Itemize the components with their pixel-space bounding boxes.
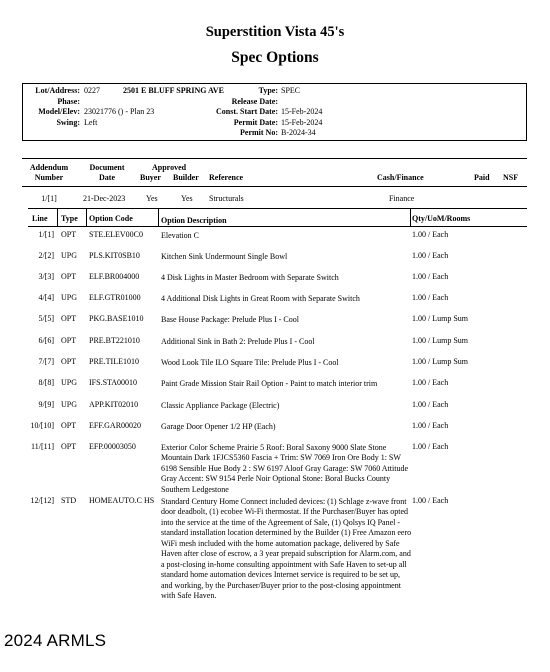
option-line-number: 4/[4] bbox=[38, 293, 54, 302]
lot-label: Lot/Address: bbox=[35, 86, 80, 95]
type-header: Type bbox=[61, 214, 78, 223]
option-qty: 1.00 / Lump Sum bbox=[412, 314, 469, 323]
column-divider bbox=[410, 208, 411, 227]
option-qty: 1.00 / Each bbox=[412, 251, 449, 260]
option-qty: 1.00 / Each bbox=[412, 272, 449, 281]
option-description: 4 Disk Lights in Master Bedroom with Separate Switch bbox=[161, 273, 339, 282]
options-header-rule bbox=[28, 226, 527, 227]
option-description: Wood Look Tile ILO Square Tile: Prelude Plus I - Cool bbox=[161, 358, 339, 367]
document-header: Document bbox=[89, 163, 125, 172]
addendum-reference: Structurals bbox=[209, 194, 244, 203]
option-code: ELF.BR004000 bbox=[89, 272, 140, 281]
option-type: UPG bbox=[61, 378, 78, 387]
builder-header: Builder bbox=[173, 173, 199, 182]
option-code-header: Option Code bbox=[89, 214, 133, 223]
permit-date-value: 15-Feb-2024 bbox=[281, 117, 323, 127]
option-description: 4 Additional Disk Lights in Great Room with Separate Switch bbox=[161, 294, 360, 303]
option-line-number: 3/[3] bbox=[38, 272, 54, 281]
option-line-number: 11/[11] bbox=[31, 442, 54, 451]
option-code: ELF.GTR01000 bbox=[89, 293, 141, 302]
community-title: Superstition Vista 45's bbox=[205, 24, 345, 40]
option-qty: 1.00 / Each bbox=[412, 293, 449, 302]
option-code: APP.KIT02010 bbox=[89, 400, 139, 409]
addendum-cash-finance: Finance bbox=[389, 194, 415, 203]
option-qty: 1.00 / Each bbox=[412, 496, 449, 505]
column-divider bbox=[86, 208, 87, 227]
option-line-number: 8/[8] bbox=[38, 378, 54, 387]
option-line-number: 12/[12] bbox=[30, 496, 54, 505]
option-type: OPT bbox=[61, 230, 77, 239]
option-description: Classic Appliance Package (Electric) bbox=[161, 401, 280, 410]
option-code: PLS.KIT0SB10 bbox=[89, 251, 140, 260]
option-qty: 1.00 / Each bbox=[412, 230, 449, 239]
option-code: EFF.GAR00020 bbox=[89, 421, 142, 430]
option-description: Exterior Color Scheme Prairie 5 Roof: Boral Saxony 9000 Slate Stone Mountain Dark 1FJCS5360 Fascia + Trim: SW 7069 Iron Ore Body 1: SW 6198 Sensible Hue Body 2 : SW 6197 Aloof Gray Garage: SW 7060 Attitude Gray Accent: SW 9154 Perle Noir Optional Stone: Boral Bucks County Southern Ledgestone bbox=[161, 443, 409, 494]
paid-header: Paid bbox=[474, 173, 490, 182]
option-description: Garage Door Opener 1/2 HP (Each) bbox=[161, 422, 276, 431]
option-code: IFS.STA00010 bbox=[89, 378, 138, 387]
release-date-label: Release Date: bbox=[231, 96, 278, 106]
option-line-number: 7/[7] bbox=[38, 357, 54, 366]
option-code: STE.ELEV00C0 bbox=[89, 230, 143, 239]
addendum-number: 1/[1] bbox=[41, 194, 57, 203]
option-description-header: Option Description bbox=[161, 216, 227, 225]
option-description: Elevation C bbox=[161, 231, 199, 240]
option-line-number: 1/[1] bbox=[38, 230, 54, 239]
option-type: OPT bbox=[61, 357, 77, 366]
addendum-top-rule bbox=[22, 158, 527, 159]
const-start-label: Const. Start Date: bbox=[216, 107, 278, 116]
permit-no-label: Permit No: bbox=[240, 128, 278, 137]
option-code: EFP.00003050 bbox=[89, 442, 136, 451]
addendum-header: Addendum bbox=[29, 163, 69, 172]
column-divider bbox=[158, 208, 159, 227]
option-description: Additional Sink in Bath 2: Prelude Plus I - Cool bbox=[161, 337, 315, 346]
phase-label: Phase: bbox=[57, 96, 80, 106]
number-header: Number bbox=[34, 173, 64, 182]
model-value: 23021776 () - Plan 23 bbox=[84, 107, 155, 116]
option-type: OPT bbox=[61, 442, 77, 451]
option-description: Base House Package: Prelude Plus I - Cool bbox=[161, 315, 299, 324]
swing-value: Left bbox=[84, 117, 98, 127]
option-type: OPT bbox=[61, 421, 77, 430]
option-type: UPG bbox=[61, 293, 78, 302]
qty-header: Qty/UoM/Rooms bbox=[412, 214, 471, 223]
option-line-number: 9/[9] bbox=[38, 400, 54, 409]
lot-address: 2501 E BLUFF SPRING AVE bbox=[123, 86, 224, 95]
option-line-number: 2/[2] bbox=[38, 251, 54, 260]
const-start-value: 15-Feb-2024 bbox=[281, 107, 323, 116]
option-code: HOMEAUTO.C HS bbox=[89, 496, 155, 505]
addendum-builder: Yes bbox=[181, 194, 193, 203]
line-header: Line bbox=[32, 214, 48, 223]
options-top-rule bbox=[28, 208, 527, 209]
option-qty: 1.00 / Lump Sum bbox=[412, 357, 469, 366]
option-description: Paint Grade Mission Stair Rail Option - Paint to match interior trim bbox=[161, 379, 378, 388]
addendum-date: 21-Dec-2023 bbox=[83, 194, 126, 203]
option-qty: 1.00 / Each bbox=[412, 378, 449, 387]
model-label: Model/Elev: bbox=[38, 107, 80, 116]
option-type: OPT bbox=[61, 314, 77, 323]
option-description: Kitchen Sink Undermount Single Bowl bbox=[161, 252, 288, 261]
permit-date-label: Permit Date: bbox=[233, 117, 278, 127]
option-type: OPT bbox=[61, 336, 77, 345]
option-qty: 1.00 / Each bbox=[412, 442, 449, 451]
option-type: UPG bbox=[61, 251, 78, 260]
option-qty: 1.00 / Each bbox=[412, 400, 449, 409]
date-header: Date bbox=[99, 173, 115, 182]
lot-number: 0227 bbox=[84, 86, 100, 95]
permit-no-value: B-2024-34 bbox=[281, 128, 316, 137]
approved-header: Approved bbox=[152, 163, 187, 172]
option-qty: 1.00 / Each bbox=[412, 421, 449, 430]
option-type: STD bbox=[61, 496, 77, 505]
addendum-buyer: Yes bbox=[146, 194, 158, 203]
armls-watermark: 2024 ARMLS bbox=[4, 631, 107, 650]
type-label: Type: bbox=[258, 86, 278, 95]
option-line-number: 10/[10] bbox=[30, 421, 54, 430]
option-description: Standard Century Home Connect included devices: (1) Schlage z-wave front door deadbolt, (1) ecobee Wi-Fi thermostat. If the Purchaser/Buyer has opted into the service at the time of the Agreement of Sale, (1) Qolsys IQ Panel - standard installation location determined by the Builder (1) Free Amazon eero WiFi mesh included with the home automation package, delivered by Safe Haven after close of escrow, a 3 year prepaid subscription for Alarm.com, and a post-closing in-home consulting appointment with Safe Haven to set-up all standard home automation devices Internet service is required to be set up, and working, by the Purchaser/Buyer prior to the post-closing appointment with Safe Haven. bbox=[161, 497, 412, 601]
option-line-number: 5/[5] bbox=[38, 314, 54, 323]
swing-label: Swing: bbox=[56, 117, 80, 127]
reference-header: Reference bbox=[209, 173, 244, 182]
option-type: OPT bbox=[61, 272, 77, 281]
addendum-header-rule bbox=[22, 186, 527, 187]
option-type: UPG bbox=[61, 400, 78, 409]
type-value: SPEC bbox=[281, 86, 301, 95]
column-divider bbox=[57, 208, 58, 227]
option-line-number: 6/[6] bbox=[38, 336, 54, 345]
buyer-header: Buyer bbox=[140, 173, 161, 182]
nsf-header: NSF bbox=[503, 173, 519, 182]
option-code: PKG.BASE1010 bbox=[89, 314, 144, 323]
page-title: Spec Options bbox=[231, 49, 319, 66]
option-code: PRE.BT221010 bbox=[89, 336, 140, 345]
cash-finance-header: Cash/Finance bbox=[377, 173, 424, 182]
option-code: PRE.TILE1010 bbox=[89, 357, 139, 366]
option-qty: 1.00 / Lump Sum bbox=[412, 336, 469, 345]
